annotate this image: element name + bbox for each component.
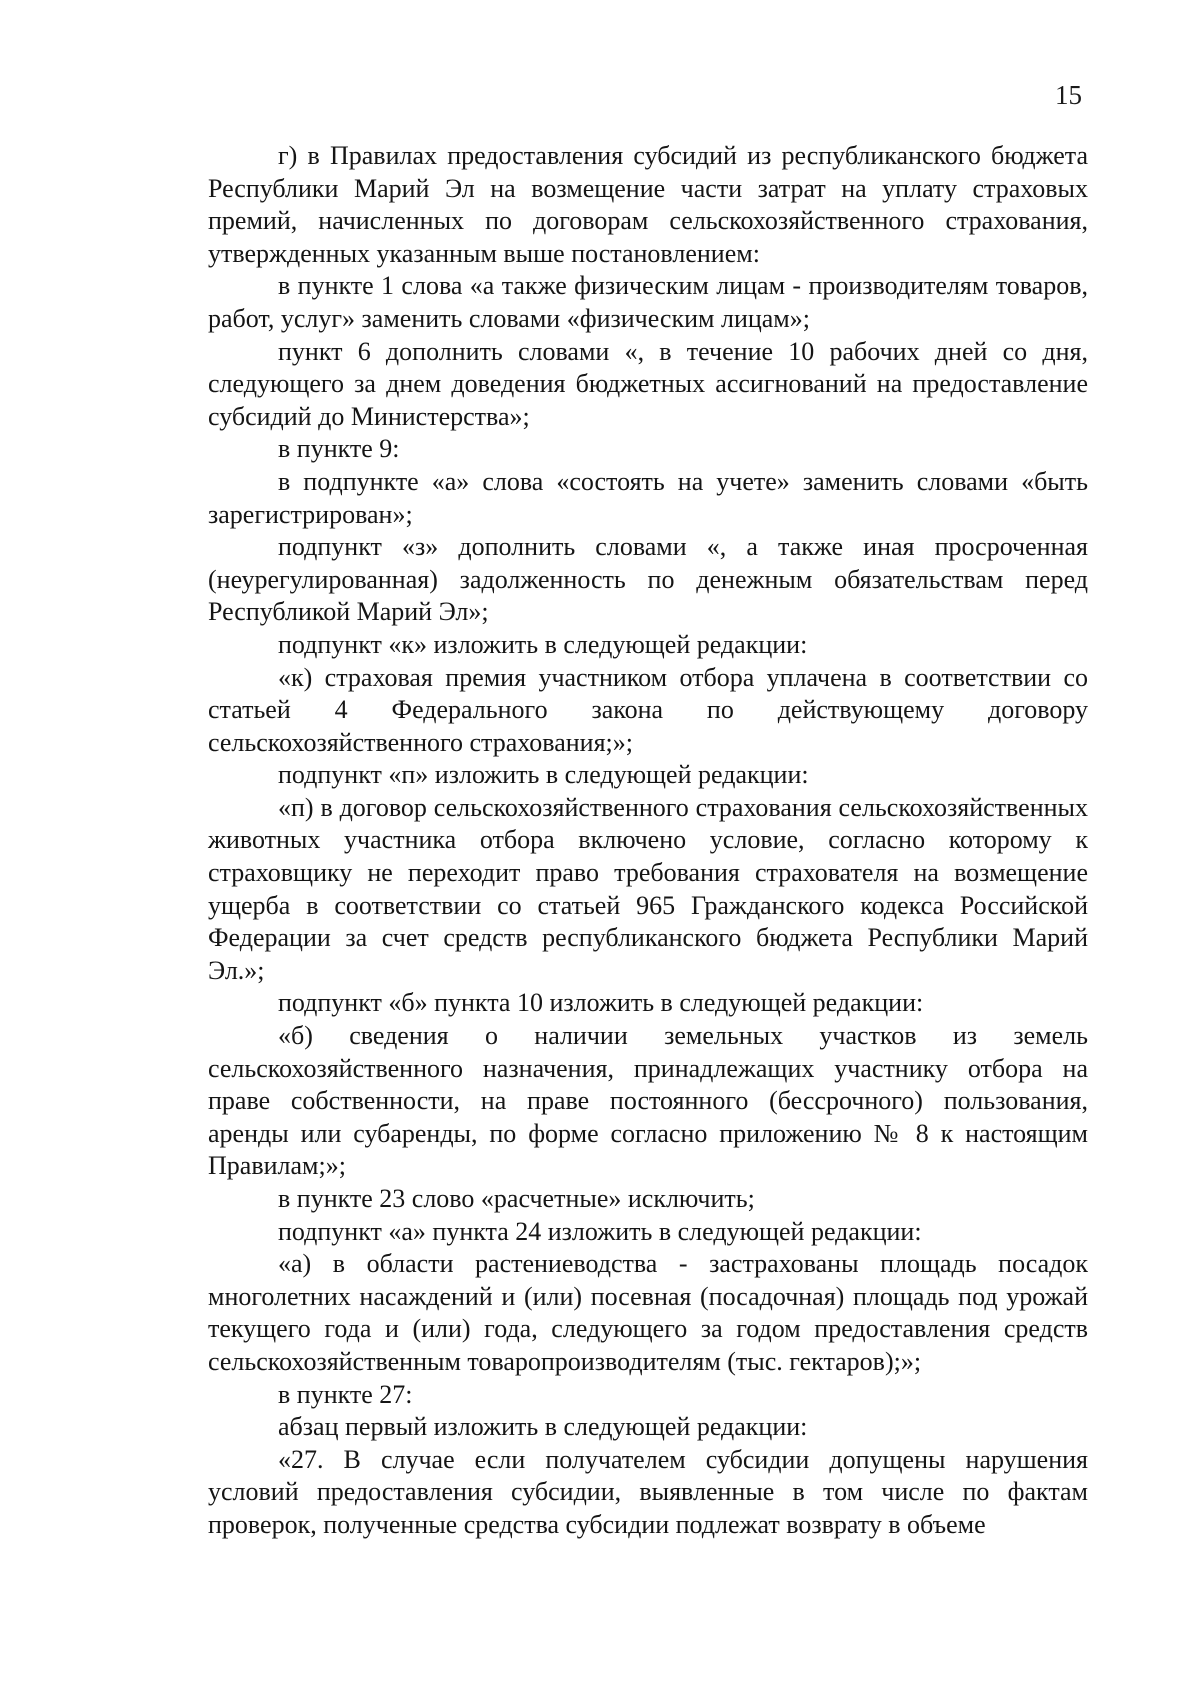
paragraph: «27. В случае если получателем субсидии допущены нарушения условий предоставления субсидии, выявленные в том числе по фактам проверок, полученные средства субсидии подлежат возврату в объеме [208, 1444, 1088, 1539]
paragraph: пункт 6 дополнить словами «, в течение 10 рабочих дней со дня, следующего за днем доведения бюджетных ассигнований на предоставление субсидий до Министерства»; [208, 336, 1088, 431]
paragraph: абзац первый изложить в следующей редакции: [278, 1412, 808, 1442]
document-body [208, 140, 1088, 1542]
paragraph: «а) в области растениеводства - застрахованы площадь посадок многолетних насаждений и (или) посевная (посадочная) площадь под урожай текущего года и (или) года, следующего за годом предоставления средств сельскохозяйственным товаропроизводителям (тыс. гектаров);»; [208, 1249, 1088, 1376]
paragraph: «п) в договор сельскохозяйственного страхования сельскохозяйственных животных участника отбора включено условие, согласно которому к страховщику не переходит право требования страхователя на возмещение ущерба в соответствии со статьей 965 Гражданского кодекса Российской Федерации за счет средств республиканского бюджета Республики Марий Эл.»; [208, 792, 1088, 985]
paragraph: г) в Правилах предоставления субсидий из республиканского бюджета Республики Марий Эл на возмещение части затрат на уплату страховых премий, начисленных по договорам сельскохозяйственного страхования, утвержденных указанным выше постановлением: [208, 141, 1088, 268]
paragraph: в пункте 9: [278, 434, 400, 464]
paragraph: подпункт «к» изложить в следующей редакции: [278, 629, 808, 659]
page-number: 15 [1055, 80, 1082, 110]
paragraph: подпункт «п» изложить в следующей редакции: [278, 760, 809, 790]
paragraph: «к) страховая премия участником отбора уплачена в соответствии со статьей 4 Федерального закона по действующему договору сельскохозяйственного страхования;»; [208, 662, 1088, 757]
paragraph: в пункте 23 слово «расчетные» исключить; [278, 1184, 755, 1213]
paragraph: подпункт «а» пункта 24 изложить в следующей редакции: [278, 1216, 922, 1246]
paragraph: подпункт «з» дополнить словами «, а также иная просроченная (неурегулированная) задолженность по денежным обязательствам перед Республикой Марий Эл»; [208, 532, 1088, 627]
paragraph: подпункт «б» пункта 10 изложить в следующей редакции: [278, 988, 924, 1018]
paragraph: «б) сведения о наличии земельных участков из земель сельскохозяйственного назначения, принадлежащих участнику отбора на праве собственности, на праве постоянного (бессрочного) пользования, аренды или субаренды, по форме согласно приложению № 8 к настоящим Правилам;»; [208, 1021, 1088, 1181]
paragraph: в пункте 27: [278, 1379, 413, 1409]
paragraph: в пункте 1 слова «а также физическим лицам - производителям товаров, работ, услуг» заменить словами «физическим лицам»; [208, 271, 1088, 333]
paragraph: в подпункте «а» слова «состоять на учете» заменить словами «быть зарегистрирован»; [208, 466, 1088, 529]
